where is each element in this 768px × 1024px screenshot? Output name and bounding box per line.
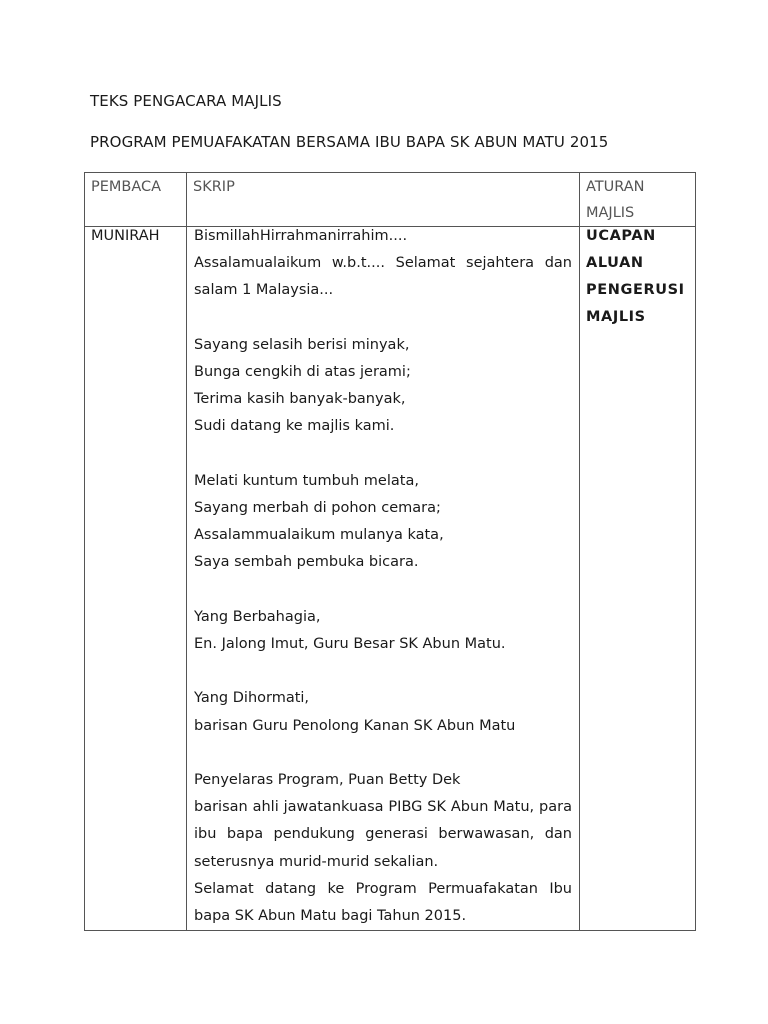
greeting-line-1: BismillahHirrahmanirrahim.... <box>194 228 408 244</box>
pantun-1-line-3: Terima kasih banyak-banyak, <box>194 391 406 408</box>
pantun-1-line-1: Sayang selasih berisi minyak, <box>194 336 410 353</box>
reader-name: MUNIRAH <box>91 228 160 244</box>
header-script <box>187 173 580 227</box>
header-rules-label: ATURAN MAJLIS <box>586 179 645 221</box>
salutation-2 <box>194 685 572 739</box>
pantun-2-line-3: Assalammualaikum mulanya kata, <box>194 527 444 544</box>
header-script-label: SKRIP <box>193 179 235 195</box>
closing-line-2: barisan ahli jawatankuasa PIBG SK Abun Matu, para ibu bapa pendukung generasi berwawasan, dan seterusnya murid-murid sekalian. <box>194 799 572 870</box>
pantun-2-line-1: Melati kuntum tumbuh melata, <box>194 472 419 489</box>
salutation-1 <box>194 604 572 658</box>
greeting-paragraph <box>194 223 572 305</box>
pantun-1 <box>194 332 572 441</box>
table-row <box>85 227 696 931</box>
header-reader-label: PEMBACA <box>91 179 162 195</box>
pantun-2 <box>194 468 572 577</box>
pantun-2-line-4: Saya sembah pembuka bicara. <box>194 554 419 571</box>
salutation-1-line-2: En. Jalong Imut, Guru Besar SK Abun Matu. <box>194 636 506 652</box>
pantun-1-line-4: Sudi datang ke majlis kami. <box>194 418 395 435</box>
closing-paragraph <box>194 767 572 930</box>
table-header-row <box>85 173 696 227</box>
pantun-1-line-2: Bunga cengkih di atas jerami; <box>194 364 411 380</box>
reader-cell <box>85 227 187 931</box>
header-reader <box>85 173 187 227</box>
header-rules <box>580 173 696 227</box>
salutation-2-line-1: Yang Dihormati, <box>194 690 310 707</box>
closing-line-1: Penyelaras Program, Puan Betty Dek <box>194 771 461 788</box>
greeting-line-2: Assalamualaikum w.b.t.... Selamat sejahtera dan salam 1 Malaysia... <box>194 255 572 299</box>
script-body <box>187 223 579 930</box>
pantun-2-line-2: Sayang merbah di pohon cemara; <box>194 500 441 516</box>
script-table <box>84 172 696 931</box>
document-title: TEKS PENGACARA MAJLIS <box>90 92 282 110</box>
closing-line-3: Selamat datang ke Program Permuafakatan Ibu bapa SK Abun Matu bagi Tahun 2015. <box>194 880 572 924</box>
script-cell <box>187 227 580 931</box>
salutation-1-line-1: Yang Berbahagia, <box>194 608 321 625</box>
rules-cell <box>580 227 696 931</box>
rules-text: UCAPAN ALUAN PENGERUSI MAJLIS <box>586 228 685 325</box>
document-subtitle: PROGRAM PEMUAFAKATAN BERSAMA IBU BAPA SK ABUN MATU 2015 <box>90 133 609 151</box>
salutation-2-line-2: barisan Guru Penolong Kanan SK Abun Matu <box>194 717 516 734</box>
